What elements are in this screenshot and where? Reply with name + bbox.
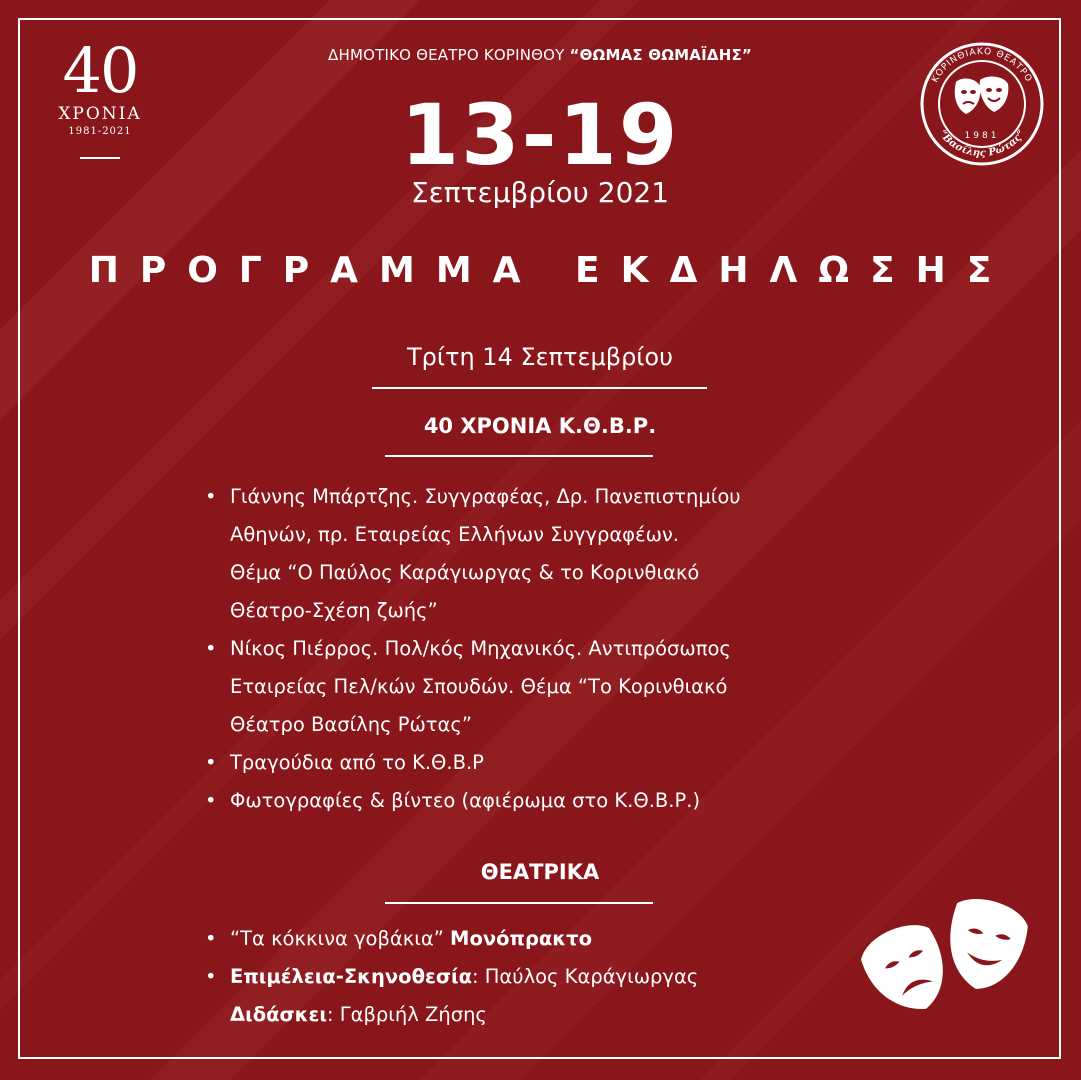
item-line: Τραγούδια από το Κ.Θ.Β.Ρ <box>230 751 484 774</box>
list-item <box>205 478 905 630</box>
list-item <box>205 630 905 744</box>
item-line: Θέατρο Βασίλης Ρώτας” <box>230 713 472 736</box>
bullet-icon: • <box>205 637 217 660</box>
list-item <box>205 958 905 1034</box>
list-item <box>205 744 905 782</box>
theatre-masks-icon <box>850 890 1040 1030</box>
list-item <box>205 782 905 820</box>
event-day: Τρίτη 14 Σεπτεμβρίου <box>407 343 673 371</box>
theatre-prefix: ΔΗΜΟΤΙΚΟ ΘΕΑΤΡΟ ΚΟΡΙΝΘΟΥ <box>328 46 570 64</box>
badge-number: 40 <box>62 34 138 107</box>
forty-years-badge <box>40 34 160 159</box>
day-underline <box>372 387 707 389</box>
item-line: Θέατρο-Σχέση ζωής” <box>230 599 438 622</box>
logo-top-text: ΚΟΡΙΝΘΙΑΚΟ ΘΕΑΤΡΟ <box>930 46 1034 85</box>
program-heading: ΠΡΟΓΡΑΜΜΑ ΕΚΔΗΛΩΣΗΣ <box>88 250 1013 291</box>
teacher-label: Διδάσκει <box>230 1003 327 1026</box>
item-line: Φωτογραφίες & βίντεο (αφιέρωμα στο Κ.Θ.Β.Ρ.) <box>230 789 701 812</box>
bullet-icon: • <box>205 751 217 774</box>
theatre-quoted-name: “ΘΩΜΑΣ ΘΩΜΑΪΔΗΣ” <box>569 46 752 64</box>
section2-list <box>205 920 905 1034</box>
direction-value: : Παύλος Καράγιωργας <box>472 965 699 988</box>
event-month: Σεπτεμβρίου 2021 <box>410 176 670 209</box>
item-line: Αθηνών, πρ. Εταιρείας Ελλήνων Συγγραφέων. <box>230 523 679 546</box>
section-title-theatrical: ΘΕΑΤΡΙΚΑ <box>480 860 600 884</box>
section2-underline <box>385 902 653 904</box>
event-dates: 13-19 <box>400 86 680 184</box>
bullet-icon: • <box>205 789 217 812</box>
direction-label: Επιμέλεια-Σκηνοθεσία <box>230 965 472 988</box>
section-title-40-years: 40 ΧΡΟΝΙΑ Κ.Θ.Β.Ρ. <box>423 414 657 438</box>
theatre-logo <box>918 40 1046 168</box>
item-line: Θέμα “Ο Παύλος Καράγιωργας & το Κορινθιακό <box>230 561 700 584</box>
bullet-icon: • <box>205 965 217 988</box>
bullet-icon: • <box>205 485 217 508</box>
logo-year: 1981 <box>964 131 1000 141</box>
item-line: Εταιρείας Πελ/κών Σπουδών. Θέμα “Το Κορινθιακό <box>230 675 728 698</box>
item-line: Γιάννης Μπάρτζης. Συγγραφέας, Δρ. Πανεπιστημίου <box>230 485 741 508</box>
teacher-value: : Γαβριήλ Ζήσης <box>326 1003 487 1026</box>
play-title: “Τα κόκκινα γοβάκια” <box>230 927 451 950</box>
theatre-title <box>200 46 880 64</box>
list-item <box>205 920 905 958</box>
item-line: Νίκος Πιέρρος. Πολ/κός Μηχανικός. Αντιπρόσωπος <box>230 637 731 660</box>
bullet-icon: • <box>205 927 217 950</box>
play-type: Μονόπρακτο <box>450 927 593 950</box>
section1-list <box>205 478 905 820</box>
badge-word: ΧΡΟΝΙΑ <box>58 104 142 124</box>
badge-divider <box>80 157 120 159</box>
logo-bottom-text: “Βασίλης Ρώτας” <box>936 128 1028 160</box>
theatre-masks-icon <box>955 77 1009 114</box>
section1-underline <box>385 455 653 457</box>
badge-years: 1981-2021 <box>68 126 132 137</box>
